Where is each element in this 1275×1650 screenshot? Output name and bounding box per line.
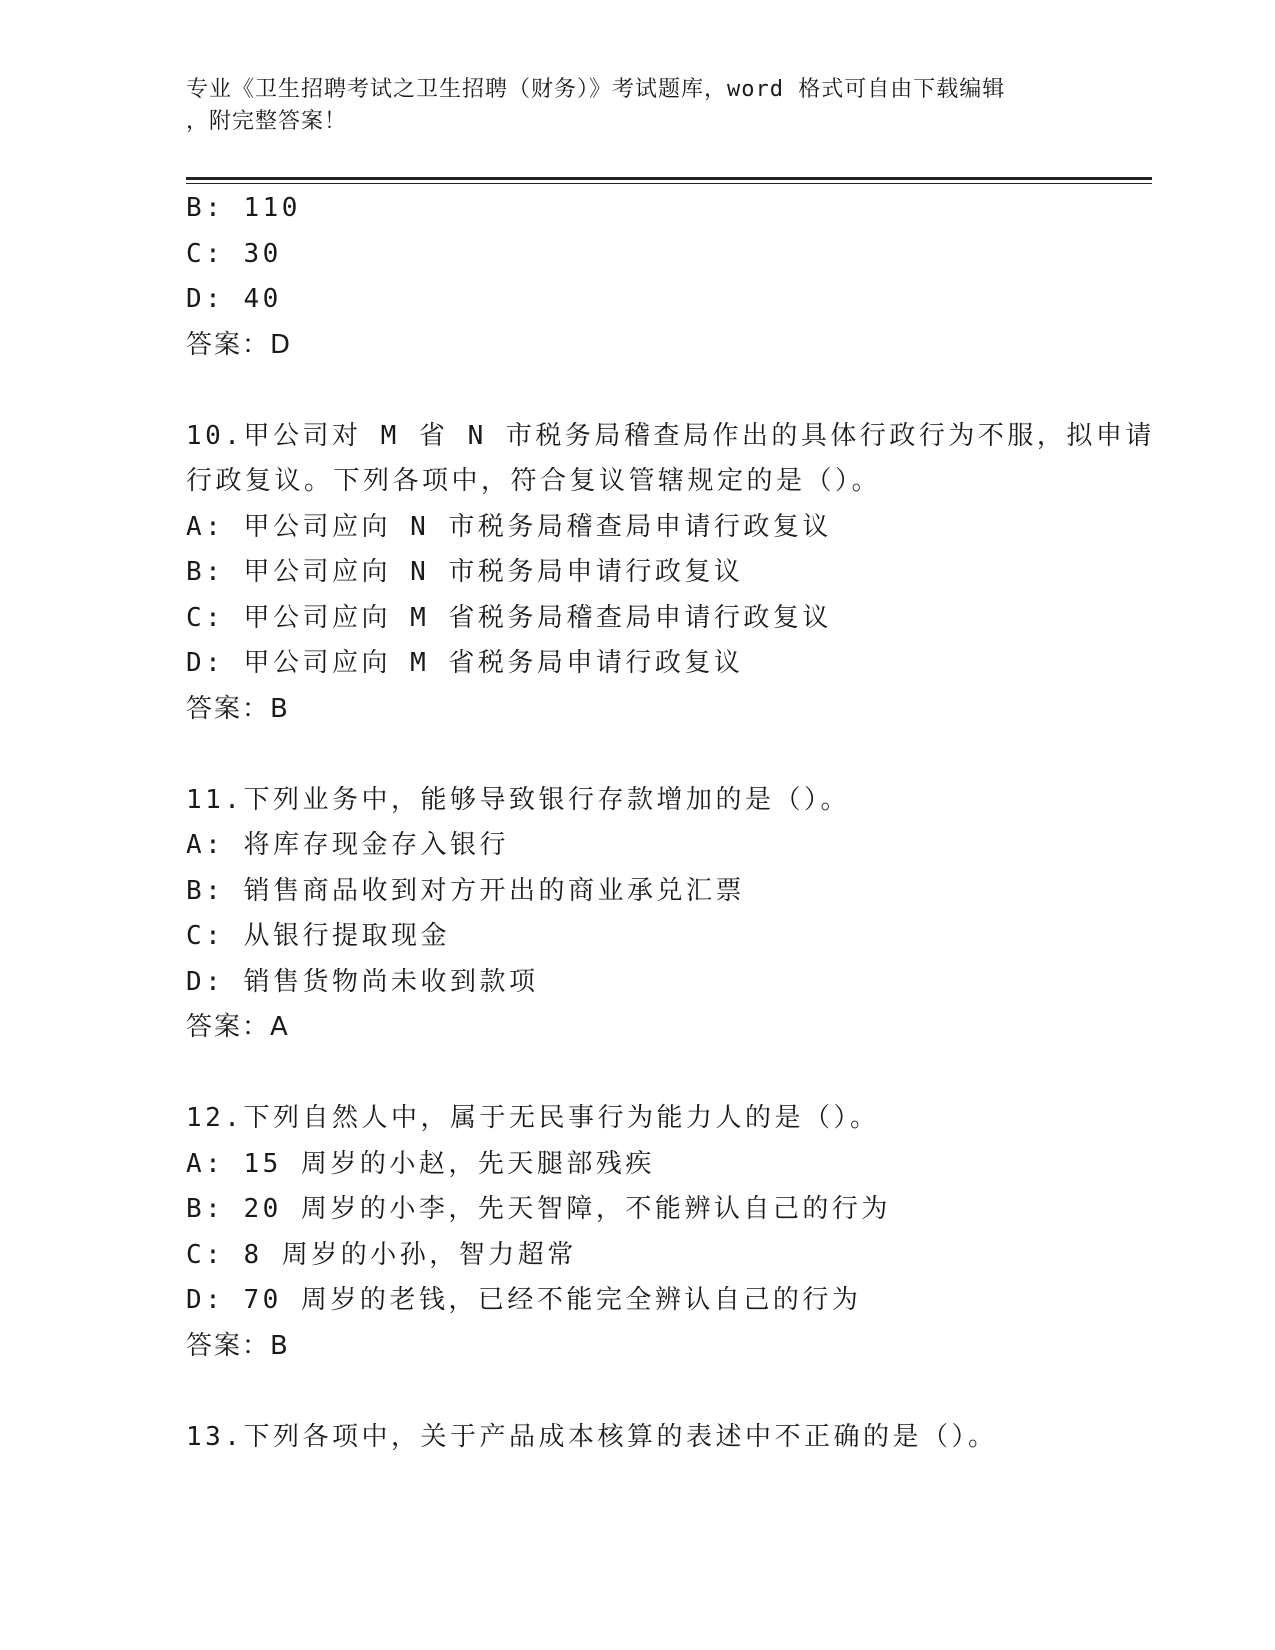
answer-label: 答案：B [186, 693, 290, 724]
option-d: D: 销售货物尚未收到款项 [186, 966, 539, 997]
option-d: D: 70 周岁的老钱，已经不能完全辨认自己的行为 [186, 1285, 862, 1315]
question-stem: 13.下列各项中，关于产品成本核算的表述中不正确的是（）。 [186, 1421, 998, 1452]
question-list [186, 186, 1155, 1460]
option-c: C: 从银行提取现金 [186, 921, 450, 951]
option-a: A: 15 周岁的小赵，先天腿部残疾 [186, 1148, 655, 1179]
question-stem: 12.下列自然人中，属于无民事行为能力人的是（）。 [186, 1103, 880, 1133]
option-c: C: 8 周岁的小孙，智力超常 [186, 1239, 577, 1270]
question-stem: 11.下列业务中，能够导致银行存款增加的是（）。 [186, 784, 850, 815]
option-b: B: 110 [186, 193, 301, 223]
option-b: B: 销售商品收到对方开出的商业承兑汇票 [186, 875, 745, 906]
question-10 [186, 414, 1155, 733]
answer-label: 答案：A [186, 1012, 290, 1042]
answer-label: 答案：D [186, 329, 293, 360]
question-11 [186, 778, 1116, 1051]
question-stem-continuation: 行政复议。下列各项中，符合复议管辖规定的是（）。 [186, 466, 882, 496]
option-a: A: 将库存现金存入银行 [186, 830, 509, 860]
question-13 [186, 1415, 1116, 1461]
spacer [186, 368, 1116, 414]
header-divider-thin [186, 183, 1152, 184]
option-a: A: 甲公司应向 N 市税务局稽查局申请行政复议 [186, 511, 832, 542]
option-b: B: 甲公司应向 N 市税务局申请行政复议 [186, 557, 744, 587]
header-divider-thick [186, 177, 1152, 180]
question-12 [186, 1096, 1116, 1369]
header-title-line: 专业《卫生招聘考试之卫生招聘（财务）》考试题库，word 格式可自由下载编辑 [186, 77, 1006, 102]
spacer [186, 1051, 1116, 1097]
option-b: B: 20 周岁的小李，先天智障，不能辨认自己的行为 [186, 1194, 891, 1224]
option-d: D: 甲公司应向 M 省税务局申请行政复议 [186, 648, 744, 678]
option-d: D: 40 [186, 284, 282, 314]
spacer [186, 1369, 1116, 1415]
spacer [186, 732, 1116, 778]
document-header [186, 74, 1086, 138]
option-c: C: 30 [186, 238, 282, 269]
option-c: C: 甲公司应向 M 省税务局稽查局申请行政复议 [186, 602, 832, 633]
header-title-continuation: ，附完整答案！ [186, 109, 348, 134]
question-9-continued [186, 186, 1116, 368]
question-stem: 10.甲公司对 M 省 N 市税务局稽查局作出的具体行政行为不服，拟申请 [186, 420, 1155, 451]
answer-label: 答案：B [186, 1330, 290, 1361]
